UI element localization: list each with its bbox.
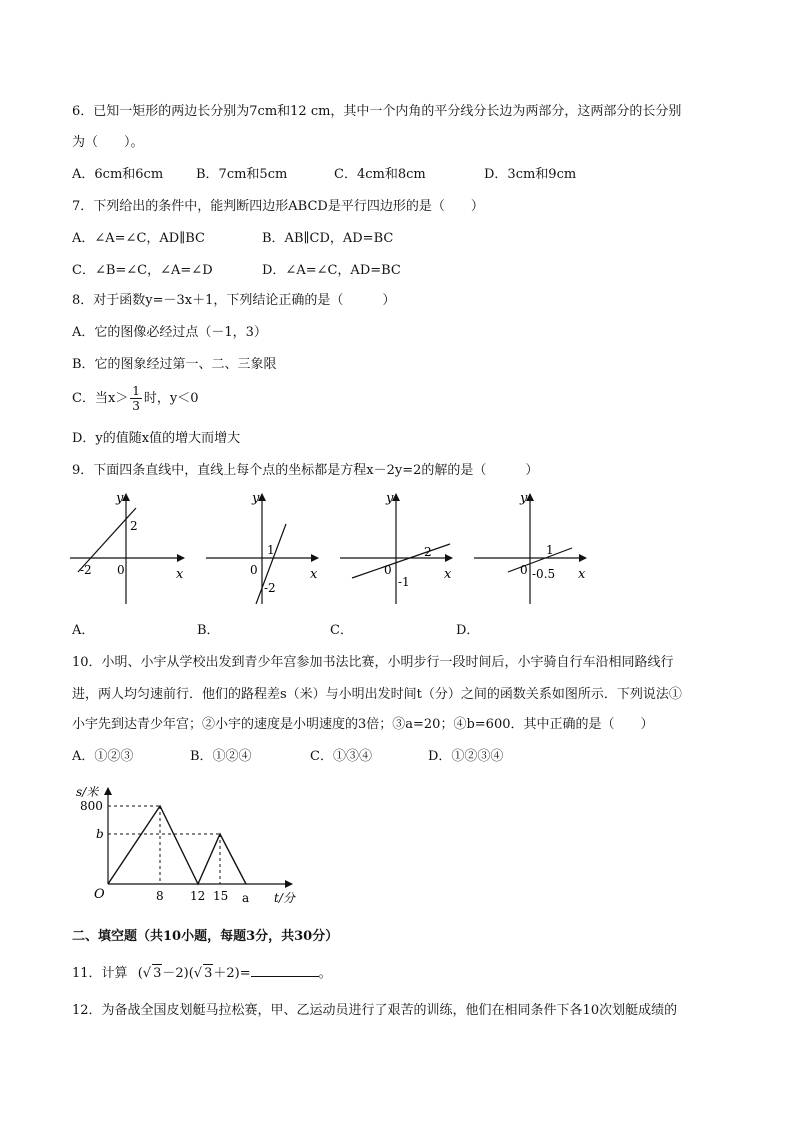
q10-y-tick-b: b bbox=[96, 827, 104, 841]
q10-graph bbox=[72, 780, 302, 906]
q7-option-d: D．∠A=∠C，AD=BC bbox=[262, 263, 401, 278]
q8-option-b: B．它的图象经过第一、二、三象限 bbox=[72, 357, 277, 372]
q8-option-d: D．y的值随x值的增大而增大 bbox=[72, 431, 241, 446]
answer-blank[interactable] bbox=[251, 962, 319, 977]
q10-x-tick-a: a bbox=[242, 891, 250, 905]
q10-stem-line3: 小宇先到达青少年宫；②小宇的速度是小明速度的3倍；③a=20；④b=600．其中正确的是（ ） bbox=[72, 717, 654, 732]
q7-stem: 7．下列给出的条件中，能判断四边形ABCD是平行四边形的是（ ） bbox=[72, 199, 484, 214]
q6-option-d: D．3cm和9cm bbox=[484, 167, 577, 182]
q11-equals: = bbox=[239, 966, 251, 981]
graph-c-origin: 0 bbox=[384, 563, 392, 577]
q10-x-axis-label: t/分 bbox=[274, 891, 295, 905]
graph-a-label-b: 2 bbox=[130, 519, 138, 533]
graph-d-origin: 0 bbox=[520, 563, 528, 577]
q11-paren-open-1: ( bbox=[137, 966, 143, 981]
q6-option-a: A．6cm和6cm bbox=[72, 167, 164, 182]
q7-option-b: B．AB∥CD，AD=BC bbox=[262, 231, 394, 246]
graph-b-y-label: y bbox=[252, 491, 260, 506]
graph-d-label-b: -0.5 bbox=[532, 567, 556, 581]
q6-option-b: B．7cm和5cm bbox=[196, 167, 288, 182]
q11-line bbox=[72, 962, 332, 983]
graph-b-label-b: -2 bbox=[264, 581, 276, 595]
graph-c-y-label: y bbox=[386, 491, 394, 506]
q11-suffix: 。 bbox=[318, 966, 332, 981]
fraction-numerator: 1 bbox=[132, 384, 140, 398]
q11-sqrt-3: 3 bbox=[153, 966, 162, 981]
q10-option-c: C．①③④ bbox=[310, 749, 372, 764]
q6-stem-line2: 为（ ）。 bbox=[72, 135, 144, 150]
q9-option-c: C． bbox=[330, 623, 353, 638]
q10-option-b: B．①②④ bbox=[190, 749, 252, 764]
graph-d bbox=[474, 491, 586, 604]
graph-b bbox=[206, 491, 318, 604]
q11-paren-close-2: ) bbox=[234, 966, 240, 981]
q8-option-a: A．它的图像必经过点（－1，3） bbox=[72, 325, 267, 340]
q11-plus-2: ＋2 bbox=[213, 966, 235, 981]
q10-y-tick-800: 800 bbox=[80, 799, 103, 813]
graph-b-label-a: 1 bbox=[267, 543, 275, 557]
graph-a-origin: 0 bbox=[117, 563, 125, 577]
q8-option-c-suffix: 时，y＜0 bbox=[143, 391, 199, 406]
q8-option-c bbox=[72, 384, 199, 413]
q10-y-axis-label: s/米 bbox=[76, 785, 99, 799]
q6-stem-line1: 6．已知一矩形的两边长分别为7cm和12 cm，其中一个内角的平分线分长边为两部分，这两部分的长分别 bbox=[72, 104, 682, 119]
graph-d-label-a: 1 bbox=[546, 543, 554, 557]
q10-stem-line1: 10．小明、小宇从学校出发到青少年宫参加书法比赛，小明步行一段时间后，小宇骑自行车沿相同路线行 bbox=[72, 655, 674, 670]
graph-c-label-a: 2 bbox=[424, 545, 432, 559]
graph-a-y-label: y bbox=[116, 491, 124, 506]
graph-d-x-label: x bbox=[578, 567, 586, 582]
section-heading: 二、填空题（共10小题，每题3分，共30分） bbox=[72, 929, 339, 944]
graph-a-x-label: x bbox=[176, 567, 184, 582]
graph-b-x-label: x bbox=[310, 567, 318, 582]
fraction bbox=[130, 384, 142, 413]
q8-option-c-prefix: C．当x＞ bbox=[72, 391, 129, 406]
q10-x-tick-8: 8 bbox=[156, 889, 164, 903]
q10-stem-line2: 进，两人均匀速前行．他们的路程差s（米）与小明出发时间t（分）之间的函数关系如图所示．下列说法① bbox=[72, 687, 682, 702]
q9-stem: 9．下面四条直线中，直线上每个点的坐标都是方程x－2y=2的解的是（ ） bbox=[72, 463, 539, 478]
q10-option-d: D．①②③④ bbox=[428, 749, 504, 764]
sqrt-icon: √ bbox=[142, 966, 152, 981]
q9-graphs bbox=[60, 486, 600, 611]
q9-option-b: B． bbox=[197, 623, 220, 638]
q7-option-c: C．∠B=∠C，∠A=∠D bbox=[72, 263, 213, 278]
q11-minus-2: －2 bbox=[162, 966, 184, 981]
graph-a bbox=[70, 491, 184, 604]
q12-stem: 12．为备战全国皮划艇马拉松赛，甲、乙运动员进行了艰苦的训练，他们在相同条件下各10次划艇成绩的 bbox=[72, 1003, 678, 1018]
q6-option-c: C．4cm和8cm bbox=[334, 167, 426, 182]
q11-paren-open-2: ( bbox=[188, 966, 194, 981]
graph-c-x-label: x bbox=[444, 567, 452, 582]
q10-option-a: A．①②③ bbox=[72, 749, 134, 764]
graph-c bbox=[340, 491, 452, 604]
q7-option-a: A．∠A=∠C，AD∥BC bbox=[72, 231, 205, 246]
graph-d-y-label: y bbox=[520, 491, 528, 506]
sqrt-icon: √ bbox=[193, 966, 203, 981]
graph-a-label-a: -2 bbox=[80, 563, 92, 577]
q8-stem: 8．对于函数y=－3x＋1，下列结论正确的是（ ） bbox=[72, 293, 396, 308]
q10-x-tick-12: 12 bbox=[190, 889, 206, 903]
fraction-denominator: 3 bbox=[132, 399, 140, 413]
q9-option-d: D． bbox=[456, 623, 480, 638]
graph-c-label-b: -1 bbox=[398, 575, 410, 589]
q11-prefix: 11．计算 bbox=[72, 966, 128, 981]
graph-b-origin: 0 bbox=[250, 563, 258, 577]
q9-option-a: A． bbox=[72, 623, 95, 638]
q11-paren-close-1: ) bbox=[183, 966, 189, 981]
q11-sqrt-3b: 3 bbox=[204, 966, 213, 981]
q10-origin: O bbox=[94, 887, 105, 902]
q10-x-tick-15: 15 bbox=[213, 889, 229, 903]
